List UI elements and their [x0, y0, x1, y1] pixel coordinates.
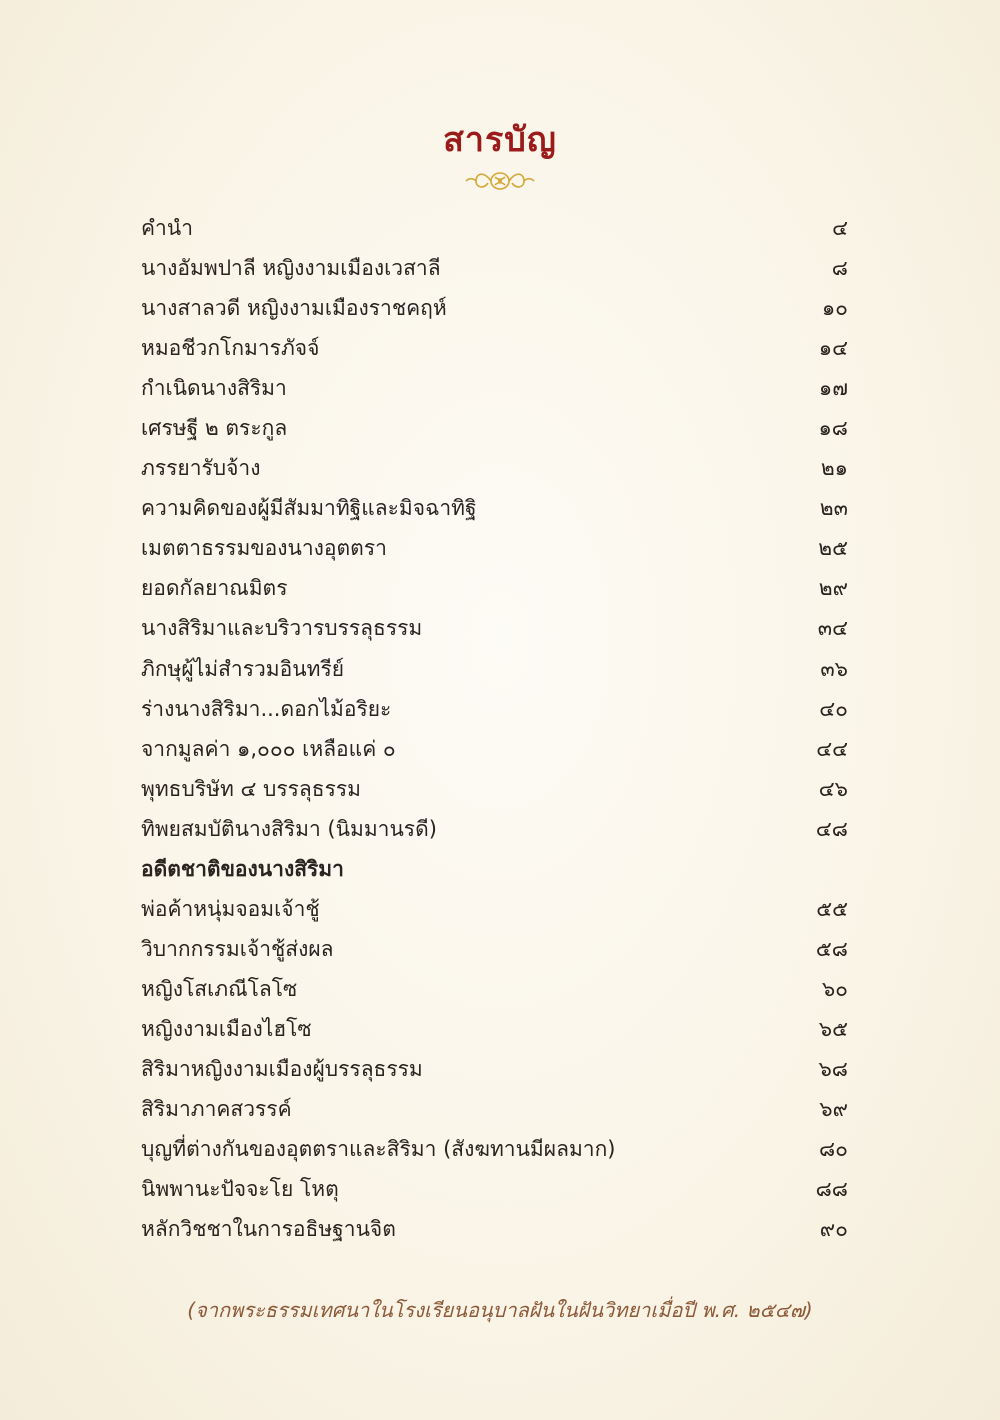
- toc-entry-page-number: ๑๘: [818, 416, 848, 441]
- toc-entry-title: หญิงงามเมืองไฮโซ: [141, 1016, 312, 1041]
- toc-entry-page-number: ๔๘: [815, 816, 848, 841]
- toc-entry: [141, 568, 848, 608]
- toc-entry-title: อดีตชาติของนางสิริมา: [141, 856, 344, 881]
- toc-entry-page-number: ๘๐: [818, 1137, 848, 1162]
- toc-section-heading: [141, 849, 848, 889]
- toc-entry-page-number: ๖๐: [821, 976, 848, 1001]
- toc-entry-title: ภิกษุผู้ไม่สำรวมอินทรีย์: [141, 656, 345, 681]
- toc-entry-title: นางสาลวดี หญิงงามเมืองราชคฤห์: [141, 296, 447, 321]
- toc-entry-title: สิริมาภาคสวรรค์: [141, 1097, 292, 1122]
- toc-entry-page-number: ๖๙: [819, 1097, 848, 1122]
- toc-entry-title: ยอดกัลยาณมิตร: [141, 576, 288, 601]
- table-of-contents: [141, 208, 848, 1249]
- toc-entry-page-number: ๒๙: [818, 576, 848, 601]
- toc-entry-title: นางสิริมาและบริวารบรรลุธรรม: [141, 616, 423, 641]
- toc-entry-page-number: ๕๘: [815, 936, 848, 961]
- toc-entry: [141, 809, 848, 849]
- toc-entry-title: หญิงโสเภณีโลโซ: [141, 976, 298, 1001]
- toc-entry: [141, 1169, 848, 1209]
- ornament-divider: [300, 168, 700, 194]
- toc-entry-page-number: ๒๓: [819, 496, 848, 521]
- toc-entry: [141, 889, 848, 929]
- source-footnote: (จากพระธรรมเทศนาในโรงเรียนอนุบาลฝันในฝันวิทยาเมื่อปี พ.ศ. ๒๕๔๗): [187, 1298, 813, 1322]
- toc-entry-title: หมอชีวกโกมารภัจจ์: [141, 336, 320, 361]
- toc-entry: [141, 929, 848, 969]
- toc-entry-page-number: ๓๖: [820, 656, 848, 681]
- toc-entry-title: เมตตาธรรมของนางอุตตรา: [141, 536, 387, 561]
- toc-entry-title: นางอัมพปาลี หญิงงามเมืองเวสาลี: [141, 256, 441, 281]
- toc-entry-page-number: ๓๔: [817, 616, 848, 641]
- toc-entry: [141, 1129, 848, 1169]
- toc-entry-page-number: ๒๕: [818, 536, 848, 561]
- toc-entry-title: ร่างนางสิริมา...ดอกไม้อริยะ: [141, 696, 392, 721]
- toc-entry-page-number: ๑๔: [818, 336, 848, 361]
- toc-entry: [141, 528, 848, 568]
- toc-entry-page-number: ๒๑: [820, 456, 848, 481]
- toc-entry: [141, 248, 848, 288]
- toc-entry-page-number: ๑๐: [821, 296, 848, 321]
- toc-entry-page-number: ๘๘: [815, 1177, 848, 1202]
- page-title: สารบัญ: [443, 120, 557, 160]
- toc-entry-title: สิริมาหญิงงามเมืองผู้บรรลุธรรม: [141, 1057, 423, 1081]
- toc-entry-title: วิบากกรรมเจ้าชู้ส่งผล: [141, 936, 334, 961]
- toc-entry: [141, 488, 848, 528]
- toc-entry-page-number: ๖๘: [818, 1057, 848, 1081]
- toc-entry: [141, 1049, 848, 1089]
- toc-entry: [141, 368, 848, 408]
- toc-entry: [141, 729, 848, 769]
- toc-entry: [141, 689, 848, 729]
- toc-entry-page-number: ๕๕: [816, 896, 848, 921]
- toc-entry: [141, 649, 848, 689]
- toc-entry-title: คำนำ: [141, 216, 193, 241]
- toc-entry: [141, 208, 848, 248]
- toc-entry-page-number: ๘: [831, 256, 848, 281]
- toc-entry: [141, 769, 848, 809]
- toc-entry-title: ภรรยารับจ้าง: [141, 456, 261, 481]
- toc-entry: [141, 1089, 848, 1129]
- toc-entry: [141, 328, 848, 368]
- toc-entry-title: พุทธบริษัท ๔ บรรลุธรรม: [141, 776, 362, 801]
- toc-entry-title: ความคิดของผู้มีสัมมาทิฐิและมิจฉาทิฐิ: [141, 496, 477, 521]
- toc-entry: [141, 1209, 848, 1249]
- toc-entry: [141, 969, 848, 1009]
- toc-entry-page-number: ๔: [832, 216, 848, 241]
- toc-entry-title: ทิพยสมบัตินางสิริมา (นิมมานรดี): [141, 816, 437, 841]
- toc-entry-page-number: ๙๐: [819, 1217, 848, 1242]
- toc-entry: [141, 1009, 848, 1049]
- toc-entry: [141, 448, 848, 488]
- toc-entry-title: กำเนิดนางสิริมา: [141, 376, 287, 401]
- toc-entry-title: บุญที่ต่างกันของอุตตราและสิริมา (สังฆทานมีผลมาก): [141, 1137, 616, 1162]
- toc-entry-title: นิพพานะปัจจะโย โหตุ: [141, 1177, 339, 1202]
- toc-entry-title: เศรษฐี ๒ ตระกูล: [141, 416, 288, 441]
- toc-entry-page-number: ๔๐: [819, 696, 848, 721]
- toc-entry-page-number: ๔๔: [816, 736, 848, 761]
- toc-entry-title: หลักวิชชาในการอธิษฐานจิต: [141, 1217, 396, 1242]
- toc-entry-title: จากมูลค่า ๑,๐๐๐ เหลือแค่ ๐: [141, 736, 396, 761]
- toc-entry: [141, 288, 848, 328]
- toc-entry-page-number: ๔๖: [818, 776, 848, 801]
- toc-entry-title: พ่อค้าหนุ่มจอมเจ้าชู้: [141, 896, 320, 921]
- toc-entry: [141, 408, 848, 448]
- toc-entry: [141, 608, 848, 648]
- toc-entry-page-number: ๑๗: [818, 376, 848, 401]
- toc-entry-page-number: ๖๕: [818, 1016, 848, 1041]
